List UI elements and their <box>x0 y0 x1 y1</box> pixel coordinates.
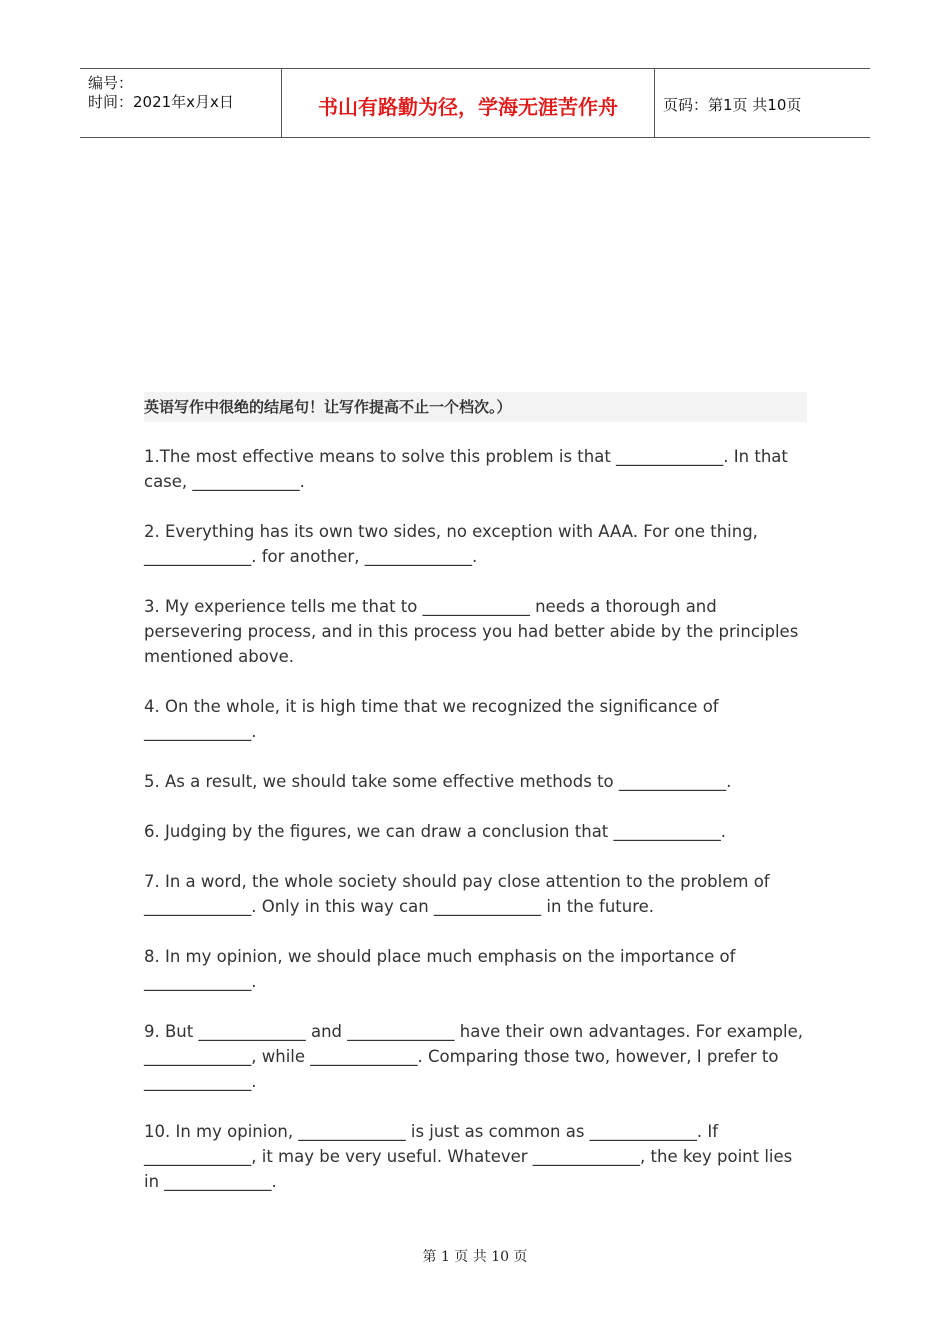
sentence-item-7: 7. In a word, the whole society should pay close attention to the problem of _____________. Only in this way can _____________ in the future. <box>144 872 770 916</box>
time-label: 时间：2021年x月x日 <box>88 93 234 111</box>
sentence-item-9: 9. But _____________ and _____________ have their own advantages. For example, _____________, while _____________. Comparing those two, however, I prefer to _____________. <box>144 1022 803 1091</box>
page-footer: 第 1 页 共 10 页 <box>422 1249 528 1265</box>
serial-label: 编号： <box>88 74 134 92</box>
header-meta-cell <box>80 69 282 137</box>
header-page-info: 页码：第1页 共10页 <box>663 96 802 114</box>
sentence-item-8: 8. In my opinion, we should place much emphasis on the importance of _____________. <box>144 947 736 991</box>
sentence-item-5: 5. As a result, we should take some effective methods to _____________. <box>144 772 732 791</box>
sentence-item-1: 1.The most effective means to solve this problem is that _____________. In that case, _____________. <box>144 447 788 491</box>
sentence-item-4: 4. On the whole, it is high time that we recognized the significance of _____________. <box>144 697 719 741</box>
header-page-cell <box>655 69 870 137</box>
article-body <box>144 392 810 1194</box>
header-motto: 书山有路勤为径，学海无涯苦作舟 <box>318 95 618 119</box>
sentence-item-10: 10. In my opinion, _____________ is just as common as _____________. If _____________, it may be very useful. Whatever _____________, the key point lies in _____________. <box>144 1122 793 1191</box>
sentence-item-2: 2. Everything has its own two sides, no exception with AAA. For one thing, _____________. for another, _____________. <box>144 522 758 566</box>
page-header <box>80 68 870 138</box>
sentence-item-3: 3. My experience tells me that to _____________ needs a thorough and persevering process, and in this process you had better abide by the principles mentioned above. <box>144 597 799 666</box>
header-motto-cell <box>282 69 655 137</box>
sentence-item-6: 6. Judging by the figures, we can draw a conclusion that _____________. <box>144 822 727 841</box>
article-title: 英语写作中很绝的结尾句！让写作提高不止一个档次。） <box>144 392 807 422</box>
